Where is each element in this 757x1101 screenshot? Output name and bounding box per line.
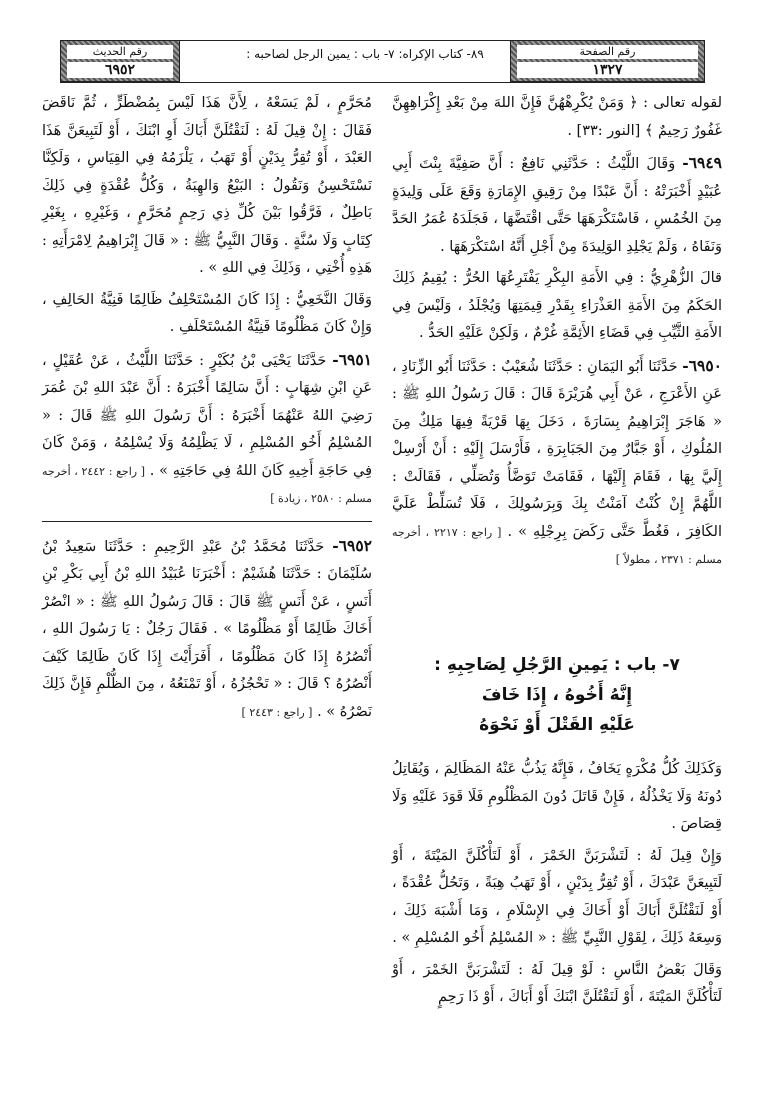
quran-verse (392, 90, 722, 145)
hadith-number: ٦٩٥٢ (67, 62, 173, 78)
running-title: ٨٩- كتاب الإكراه: ٧- باب : يمين الرجل لصاحبه : (246, 47, 484, 61)
paragraph-text: حَدَّثَنَا يَحْيَى بْنُ بُكَيْرٍ : حَدَّثَنَا اللَّيْثُ ، عَنْ عُقَيْلٍ ، عَنِ ابْنِ شِهَابٍ : أَنَّ سَالِمًا أَخْبَرَهُ : أَنَّ عَبْدَ اللهِ بْنَ عُمَرَ رَضِيَ اللهُ عَنْهُمَا أَخْبَرَهُ : أَنَّ رَسُولَ اللهِ ﷺ قَالَ : « المُسْلِمُ أَخُو المُسْلِمِ ، لَا يَظْلِمُهُ وَلَا يُسْلِمُهُ ، وَمَنْ كَانَ فِي حَاجَةِ أَخِيهِ كَانَ اللهُ فِي حَاجَتِهِ » . (42, 352, 372, 479)
paragraph-text: وَكَذَلِكَ كُلُّ مُكْرَهٍ يَخَافُ ، فَإِنَّهُ يَذُبُّ عَنْهُ المَظَالِمَ ، وَيُقَاتِلُ دُونَهُ وَلَا يَخْذُلُهُ ، فَإِنْ قَاتَلَ دُونَ المَظْلُومِ فَلَا قَوَدَ عَلَيْهِ وَلَا قِصَاصَ . (392, 761, 722, 832)
chapter-heading (392, 650, 722, 740)
hadith-6949 (392, 149, 722, 261)
hadith-number-box (60, 40, 180, 82)
left-column (42, 90, 372, 730)
paragraph-text: وَقَالَ بَعْضُ النَّاسِ : لَوْ قِيلَ لَهُ : لَتَشْرَبَنَّ الخَمْرَ ، أَوْ لَتَأْكُلَنَّ المَيْتَةَ ، أَوْ لَنَقْتُلَنَّ ابْنَكَ أَوْ أَبَاكَ ، أَوْ ذَا رَحِمٍ (392, 961, 722, 1005)
hadith-number-inline: ٦٩٥٢- (332, 535, 372, 555)
zuhri-comment (392, 265, 722, 348)
paragraph-text: وَإِنْ قِيلَ لَهُ : لَتَشْرَبَنَّ الخَمْرَ ، أَوْ لَتَأْكُلَنَّ المَيْتَةَ ، أَوْ لَتَبِيعَنَّ عَبْدَكَ ، أَوْ تُقِرُّ بِدَيْنٍ ، أَوْ تَهَبُ هِبَةً ، وَتَحُلُّ عُقْدَةً ، أَوْ لَنَقْتُلَنَّ أَبَاكَ أَوْ أَخَاكَ فِي الإِسْلَامِ ، وَمَا أَشْبَهَ ذَلِكَ ، وَسِعَهُ ذَلِكَ ، لِقَوْلِ النَّبِيِّ ﷺ : « المُسْلِمُ أَخُو المُسْلِمِ » . (392, 847, 722, 946)
paragraph-text: حَدَّثَنَا أَبُو اليَمَانِ : حَدَّثَنَا شُعَيْبٌ : حَدَّثَنَا أَبُو الزِّنَادِ ، عَنِ الأَعْرَجِ ، عَنْ أَبِي هُرَيْرَةَ قَالَ : قَالَ رَسُولُ اللهِ ﷺ : « هَاجَرَ إِبْرَاهِيمُ بِسَارَةَ ، دَخَلَ بِهَا قَرْيَةً فِيهَا مَلِكٌ مِنَ المُلُوكِ ، أَوْ جَبَّارٌ مِنَ الجَبَابِرَةِ ، فَأَرْسَلَ إِلَيْهِ : أَنْ أَرْسِلْ إِلَيَّ بِهَا ، فَقَامَ إِلَيْهَا ، فَقَامَتْ تَوَضَّأُ وَتُصَلِّي ، فَقَالَتْ : اللَّهُمَّ إِنْ كُنْتُ آمَنْتُ بِكَ وَبِرَسُولِكَ ، فَلَا تُسَلِّطْ عَلَيَّ الكَافِرَ ، فَغُطَّ حَتَّى رَكَضَ بِرِجْلِهِ » . (392, 358, 722, 540)
chapter-paragraph-2 (392, 843, 722, 953)
paragraph-text: وَقَالَ اللَّيْثُ : حَدَّثَنِي نَافِعٌ : أَنَّ صَفِيَّةَ بِنْتَ أَبِي عُبَيْدٍ أَخْبَرَتْهُ : أَنَّ عَبْدًا مِنْ رَقِيقِ الإِمَارَةِ وَقَعَ عَلَى وَلِيدَةٍ مِنَ الخُمُسِ ، فَاسْتَكْرَهَهَا حَتَّى اقْتَضَّهَا ، فَجَلَدَهُ عُمَرُ الحَدَّ وَنَفَاهُ ، وَلَمْ يَجْلِدِ الوَلِيدَةَ مِنْ أَجْلِ أَنَّهُ اسْتَكْرَهَهَا . (392, 156, 722, 255)
hadith-6951 (42, 346, 372, 513)
hadith-number-inline: ٦٩٤٩- (682, 153, 722, 172)
nakhai-comment (42, 287, 372, 342)
header-bottom-rule (60, 82, 705, 83)
hadith-6952 (42, 532, 372, 727)
chapter-title-line-3: عَلَيْهِ القَتْلَ أَوْ نَحْوَهُ (479, 715, 635, 735)
chapter-title-line-2: إِنَّهُ أَخُوهُ ، إِذَا خَافَ (481, 685, 633, 705)
paragraph-text: قالَ الزُّهْرِيُّ : فِي الأَمَةِ البِكْرِ يَفْتَرِعُهَا الحُرُّ : يُقِيمُ ذَلِكَ الحَكَمُ مِنَ الأَمَةِ العَذْرَاءِ بِقَدْرِ قِيمَتِهَا وَيُجْلَدُ ، وَلَيْسَ فِي الأَمَةِ الثَّيِّبِ فِي قَضَاءِ الأَئِمَّةِ غُرْمٌ ، وَلَكِنْ عَلَيْهِ الحَدُّ . (392, 270, 722, 341)
header-top-rule (60, 40, 705, 41)
paragraph-text: لقوله تعالى : ﴿ وَمَنْ يُكْرِهْهُنَّ فَإِنَّ اللهَ مِنْ بَعْدِ إِكْرَاهِهِنَّ غَفُورٌ رَحِيمٌ ﴾ [النور :٣٣] . (392, 95, 722, 139)
continuation-paragraph (42, 90, 372, 283)
paragraph-text: حَدَّثَنَا مُحَمَّدُ بْنُ عَبْدِ الرَّحِيمِ : حَدَّثَنَا سَعِيدُ بْنُ سُلَيْمَانَ : حَدَّثَنَا هُشَيْمٌ : أَخْبَرَنَا عُبَيْدُ اللهِ بْنُ أَبِي بَكْرِ بْنِ أَنَسٍ ، عَنْ أَنَسٍ ﷺ قَالَ : قَالَ رَسُولُ اللهِ ﷺ : « انْصُرْ أَخَاكَ ظَالِمًا أَوْ مَظْلُومًا » . فَقَالَ رَجُلٌ : يَا رَسُولَ اللهِ ، أَنْصُرُهُ إِذَا كَانَ مَظْلُومًا ، أَفَرَأَيْتَ إِذَا كَانَ ظَالِمًا كَيْفَ أَنْصُرُهُ ؟ قَالَ : « تَحْجُزُهُ ، أَوْ تَمْنَعُهُ ، مِنَ الظُّلْمِ فَإِنَّ ذَلِكَ نَصْرُهُ » . (42, 538, 372, 720)
hadith-number-inline: ٦٩٥١- (332, 349, 372, 369)
right-column-continued (392, 756, 722, 1016)
chapter-paragraph-1 (392, 756, 722, 839)
page-number: ١٣٢٧ (517, 62, 698, 78)
hadith-6950 (392, 352, 722, 574)
reference-note: [ راجع : ٢٤٤٣ ] (241, 705, 313, 719)
section-divider (42, 521, 372, 522)
hadith-number-label: رقم الحديث (67, 45, 173, 59)
chapter-title-line-1: ٧- باب : يَمِينِ الرَّجُلِ لِصَاحِبِهِ : (434, 655, 680, 675)
chapter-paragraph-3 (392, 957, 722, 1012)
paragraph-text: وَقَالَ النَّخَعِيُّ : إِذَا كَانَ المُسْتَحْلِفُ ظَالِمًا فَنِيَّةُ الحَالِفِ ، وَإِنْ كَانَ مَظْلُومًا فَنِيَّةُ المُسْتَحْلَفِ . (42, 291, 372, 335)
reference-note: [ راجع : ٢٢١٧ ، أخرجه مسلم : ٢٣٧١ ، مطولاً ] (392, 525, 722, 566)
hadith-number-inline: ٦٩٥٠- (682, 355, 723, 375)
page-number-box (510, 40, 705, 82)
paragraph-text: مُحَرَّمٍ ، لَمْ يَسَعْهُ ، لِأَنَّ هَذَا لَيْسَ بِمُضْطَرٍّ ، ثُمَّ نَاقَضَ فَقَالَ : إِنْ قِيلَ لَهُ : لَنَقْتُلَنَّ أَبَاكَ أَوِ ابْنَكَ ، أَوْ لَتَبِيعَنَّ هَذَا العَبْدَ ، أَوْ تُقِرُّ بِدَيْنٍ أَوْ تَهَبُ ، يَلْزَمُهُ فِي القِيَاسِ ، وَلَكِنَّا نَسْتَحْسِنُ وَنَقُولُ : البَيْعُ وَالهِبَةُ ، وَكُلُّ عُقْدَةٍ فِي ذَلِكَ بَاطِلٌ ، فَرَّقُوا بَيْنَ كُلِّ ذِي رَحِمٍ مُحَرَّمٍ ، وَغَيْرِهِ ، بِغَيْرِ كِتَابٍ وَلَا سُنَّةٍ . وَقَالَ النَّبِيُّ ﷺ : « قَالَ إِبْرَاهِيمُ لِامْرَأَتِهِ : هَذِهِ أُخْتِي ، وَذَلِكَ فِي اللهِ » . (42, 95, 372, 276)
reference-note: [ راجع : ٢٤٤٢ ، أخرجه مسلم : ٢٥٨٠ ، زيادة ] (42, 464, 372, 505)
page-number-label: رقم الصفحة (517, 45, 698, 59)
right-column (392, 90, 722, 578)
